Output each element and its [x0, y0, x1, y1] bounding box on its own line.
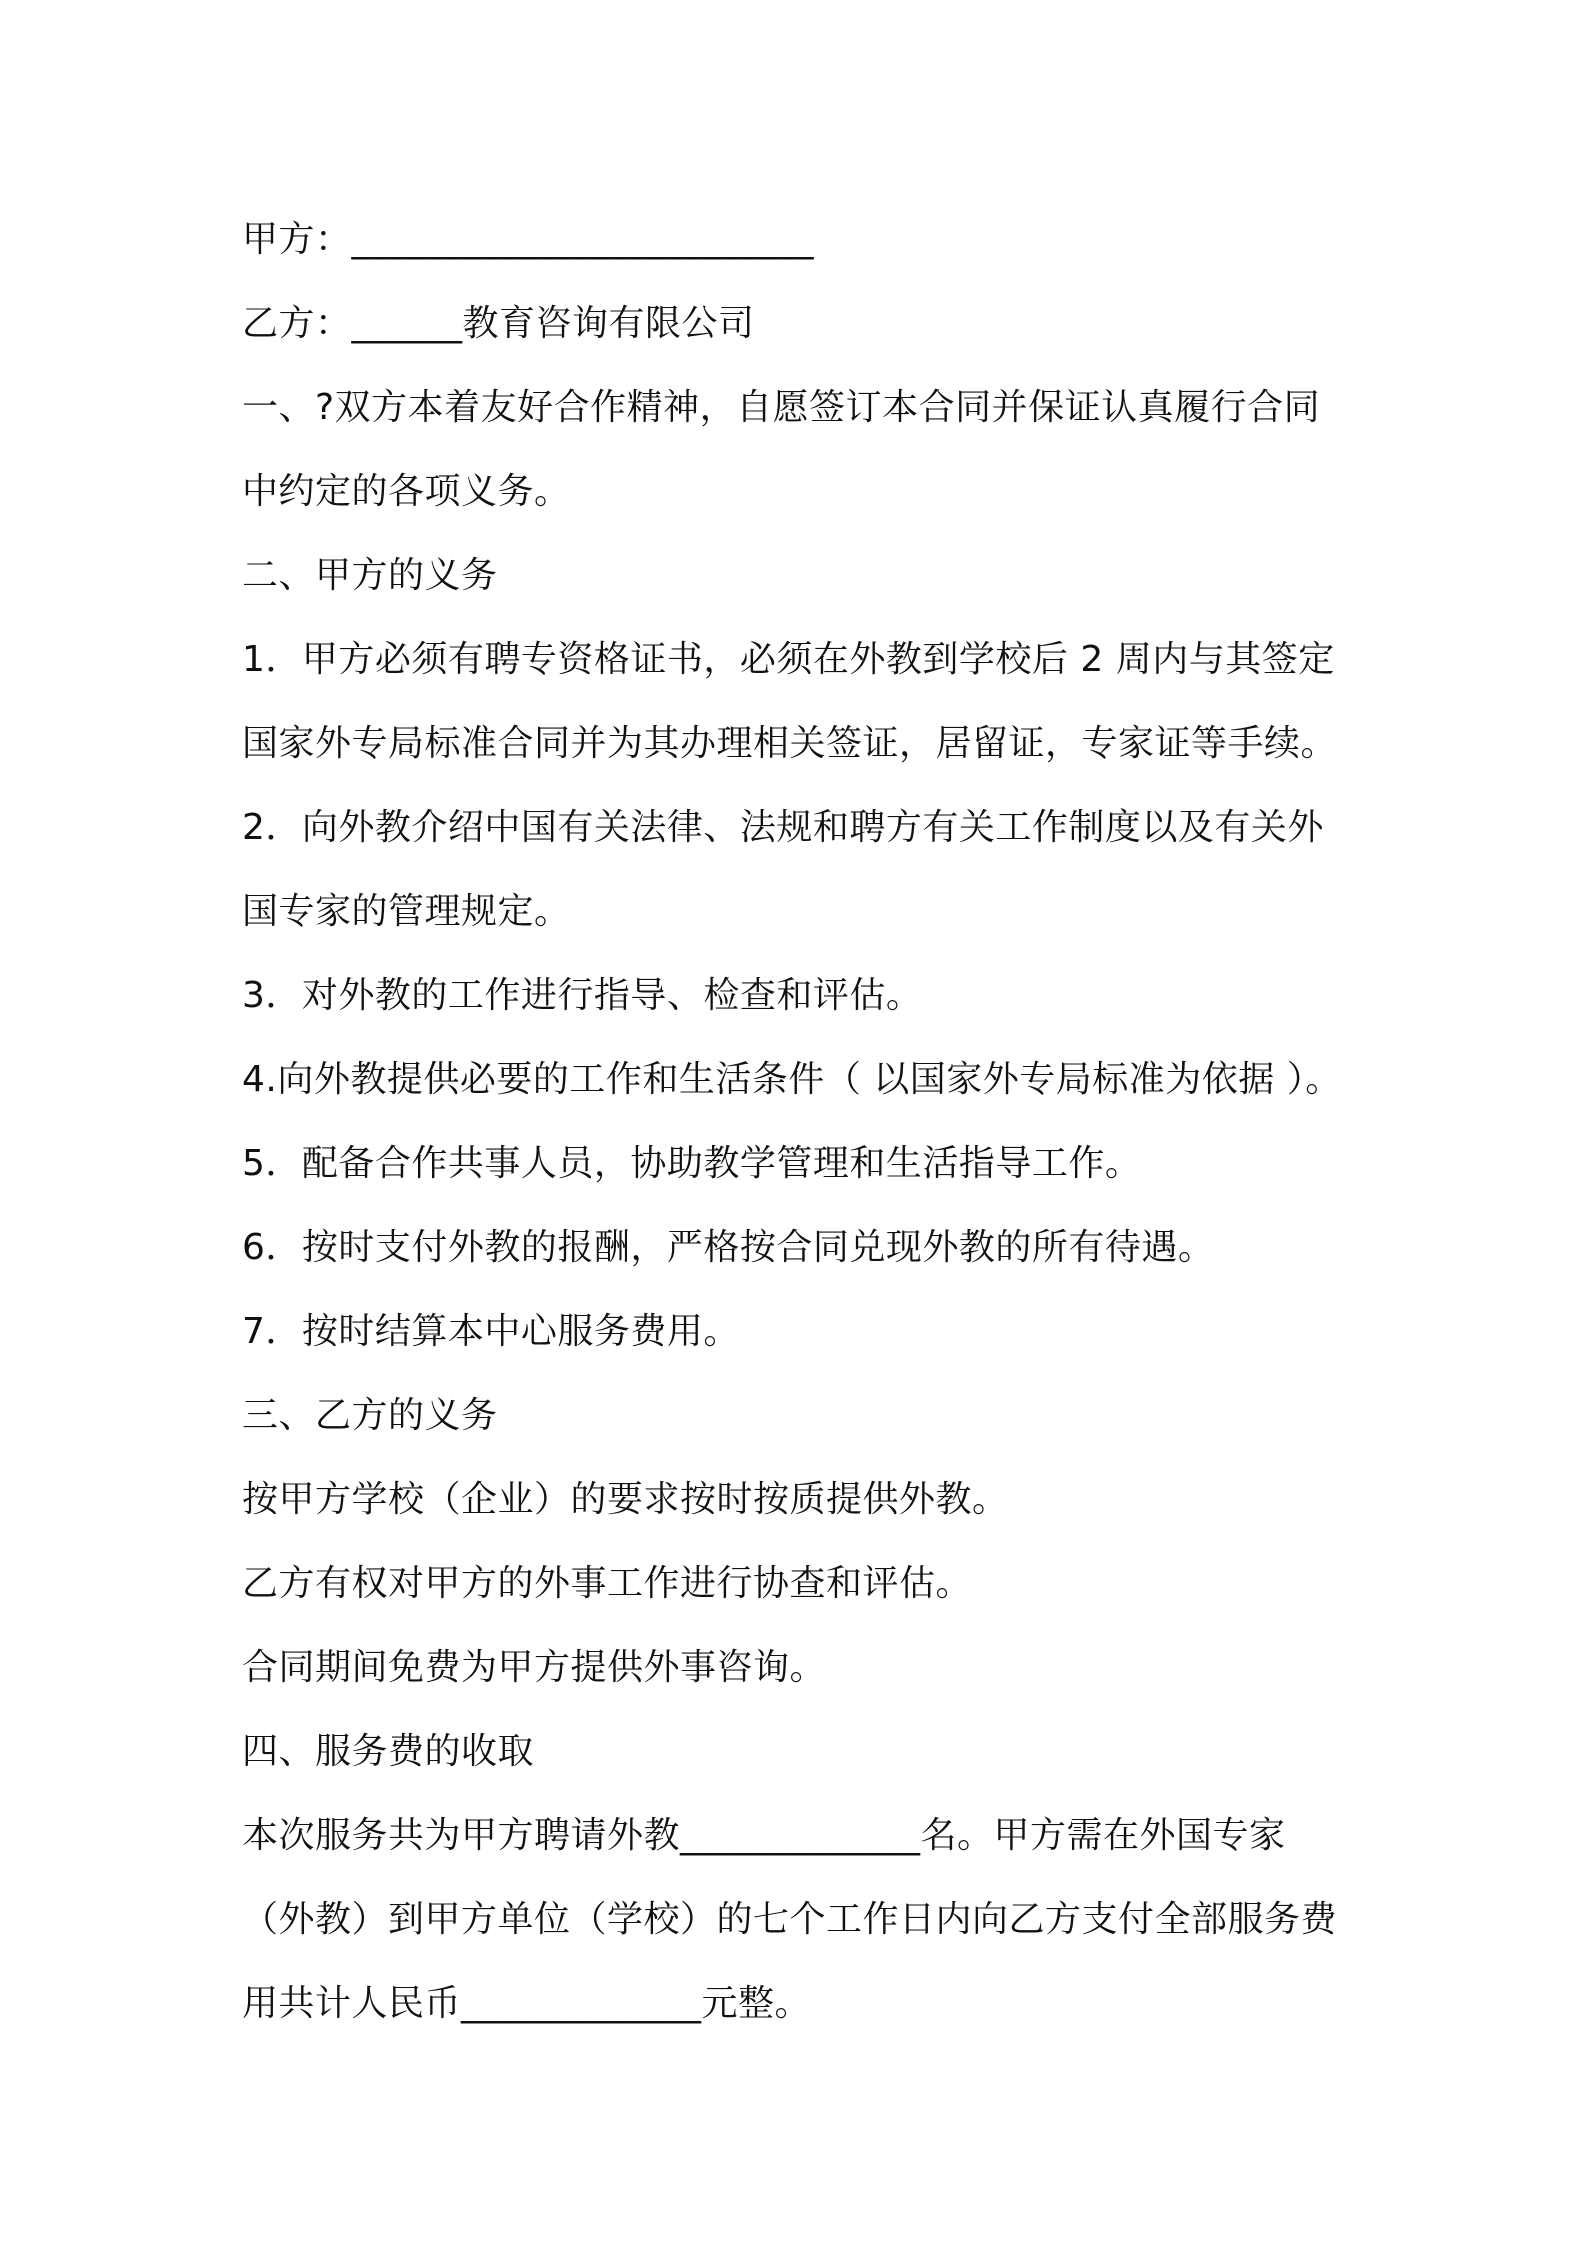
contract-body	[242, 198, 1362, 2046]
party-b-line: 乙方：______教育咨询有限公司	[242, 303, 755, 344]
section-1-line-1: 一、?双方本着友好合作精神，自愿签订本合同并保证认真履行合同	[242, 387, 1321, 428]
clause-3-3: 合同期间免费为甲方提供外事咨询。	[242, 1647, 827, 1688]
clause-3-2: 乙方有权对甲方的外事工作进行协查和评估。	[242, 1563, 973, 1604]
fee-line-2: （外教）到甲方单位（学校）的七个工作日内向乙方支付全部服务费	[242, 1899, 1338, 1940]
fee-line-3: 用共计人民币_____________元整。	[242, 1983, 812, 2024]
section-2-heading: 二、甲方的义务	[242, 555, 498, 596]
fee-line-1: 本次服务共为甲方聘请外教_____________名。甲方需在外国专家	[242, 1815, 1286, 1856]
clause-2-1-line-1: 1．甲方必须有聘专资格证书，必须在外教到学校后 2 周内与其签定	[242, 639, 1335, 680]
clause-2-4: 4.向外教提供必要的工作和生活条件（ 以国家外专局标准为依据 ）。	[242, 1059, 1342, 1100]
party-a-line: 甲方：_________________________	[242, 219, 815, 260]
clause-2-3: 3．对外教的工作进行指导、检查和评估。	[242, 975, 923, 1016]
clause-3-1: 按甲方学校（企业）的要求按时按质提供外教。	[242, 1479, 1009, 1520]
clause-2-2-line-1: 2．向外教介绍中国有关法律、法规和聘方有关工作制度以及有关外	[242, 807, 1324, 848]
clause-2-5: 5．配备合作共事人员，协助教学管理和生活指导工作。	[242, 1143, 1142, 1184]
clause-2-2-line-2: 国专家的管理规定。	[242, 891, 571, 932]
section-3-heading: 三、乙方的义务	[242, 1395, 498, 1436]
clause-2-1-line-2: 国家外专局标准合同并为其办理相关签证，居留证，专家证等手续。	[242, 723, 1338, 764]
clause-2-6: 6．按时支付外教的报酬，严格按合同兑现外教的所有待遇。	[242, 1227, 1215, 1268]
clause-2-7: 7．按时结算本中心服务费用。	[242, 1311, 740, 1352]
section-1-line-2: 中约定的各项义务。	[242, 471, 571, 512]
section-4-heading: 四、服务费的收取	[242, 1731, 535, 1772]
